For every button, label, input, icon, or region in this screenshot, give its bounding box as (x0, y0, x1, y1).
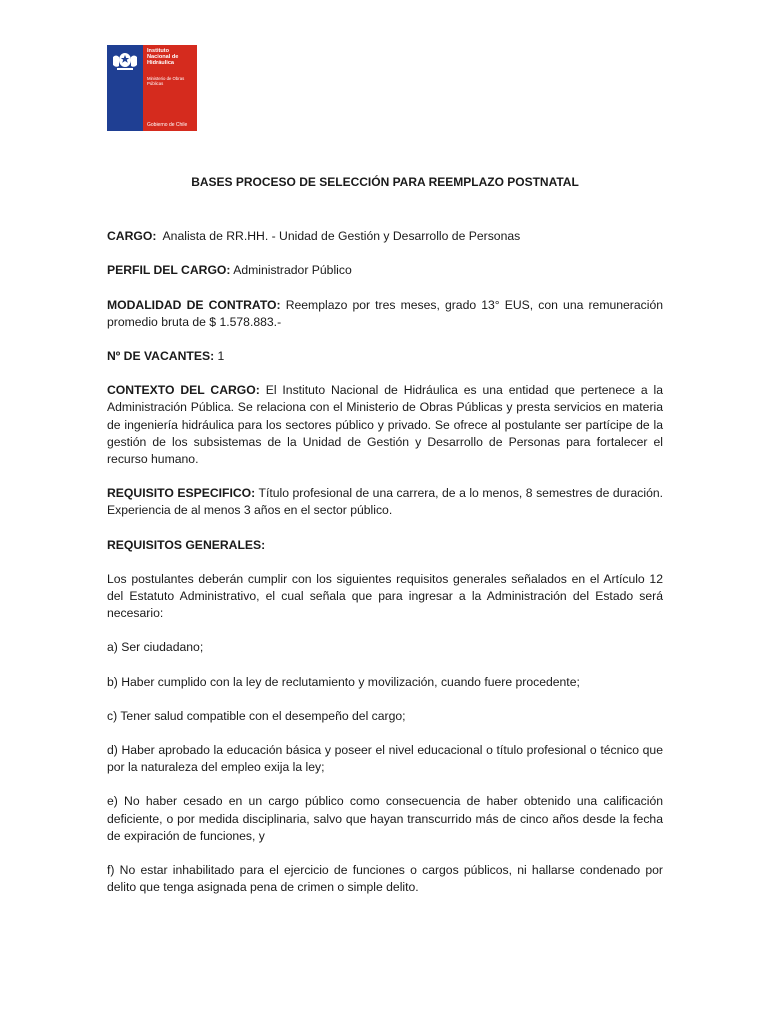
modalidad-paragraph (107, 297, 663, 331)
document-body (107, 174, 663, 913)
logo-red-band (143, 45, 197, 131)
coat-of-arms-icon (110, 49, 140, 71)
requisito-paragraph (107, 485, 663, 519)
requisito-value: Título profesional de una carrera, de a lo menos, 8 semestres de duración. Experiencia de al menos 3 años en el sector público. (107, 486, 664, 518)
logo-ministry-line-1: Ministerio de Obras (147, 75, 185, 81)
document-title: BASES PROCESO DE SELECCIÓN PARA REEMPLAZO POSTNATAL (191, 175, 579, 189)
cargo-value: Analista de RR.HH. - Unidad de Gestión y Desarrollo de Personas (162, 229, 521, 244)
logo-ministry (147, 76, 194, 86)
requirement-item-e: e) No haber cesado en un cargo público como consecuencia de haber obtenido una calificación deficiente, o por medida disciplinaria, salvo que hayan transcurrido más de cinco años desde la fecha de expiración de funciones, y (107, 794, 663, 843)
generales-heading (107, 537, 663, 554)
requirement-item-a: a) Ser ciudadano; (107, 640, 204, 655)
modalidad-value: Reemplazo por tres meses, grado 13° EUS, con una remuneración promedio bruta de $ 1.578.883.- (107, 297, 663, 329)
cargo-paragraph (107, 228, 663, 245)
perfil-value: Administrador Público (233, 263, 352, 278)
institution-logo (107, 45, 197, 131)
generales-intro: Los postulantes deberán cumplir con los siguientes requisitos generales señalados en el Artículo 12 del Estatuto Administrativo, el cual señala que para ingresar a la Administración del Estado será necesario: (107, 571, 663, 621)
cargo-label: CARGO: (107, 229, 157, 244)
requirement-item-b: b) Haber cumplido con la ley de reclutamiento y movilización, cuando fuere procedente; (107, 674, 580, 689)
perfil-paragraph (107, 262, 663, 279)
contexto-paragraph (107, 382, 663, 468)
contexto-label: CONTEXTO DEL CARGO: (107, 383, 260, 398)
logo-government: Gobierno de Chile (147, 121, 188, 128)
generales-label: REQUISITOS GENERALES: (107, 537, 266, 552)
logo-line-3: Hidráulica (147, 60, 175, 67)
requirement-item-f: f) No estar inhabilitado para el ejercicio de funciones o cargos públicos, ni hallarse condenado por delito que tenga asignada pena de crimen o simple delito. (107, 863, 663, 895)
logo-ministry-line-2: Públicas (147, 80, 164, 86)
modalidad-label: MODALIDAD DE CONTRATO: (107, 297, 281, 312)
vacantes-paragraph (107, 348, 663, 365)
perfil-label: PERFIL DEL CARGO: (107, 263, 231, 278)
vacantes-label: Nº DE VACANTES: (107, 349, 215, 364)
logo-line-2: Nacional de (147, 54, 179, 61)
requirement-item-d: d) Haber aprobado la educación básica y poseer el nivel educacional o título profesional o técnico que por la naturaleza del empleo exija la ley; (107, 743, 663, 775)
logo-blue-band (107, 45, 143, 131)
requirement-item-c: c) Tener salud compatible con el desempeño del cargo; (107, 708, 406, 723)
requisito-label: REQUISITO ESPECIFICO: (107, 486, 256, 501)
logo-line-1: Instituto (147, 48, 170, 54)
vacantes-value: 1 (217, 349, 225, 364)
contexto-value: El Instituto Nacional de Hidráulica es una entidad que pertenece a la Administración Pública. Se relaciona con el Ministerio de Obras Públicas y presta servicios en materia de ingeniería hidráulica para los sectores público y privado. Se ofrece al postulante ser partícipe de la gestión de los subsistemas de la Unidad de Gestión y Desarrollo de Personas para fortalecer el recurso humano. (107, 383, 663, 467)
